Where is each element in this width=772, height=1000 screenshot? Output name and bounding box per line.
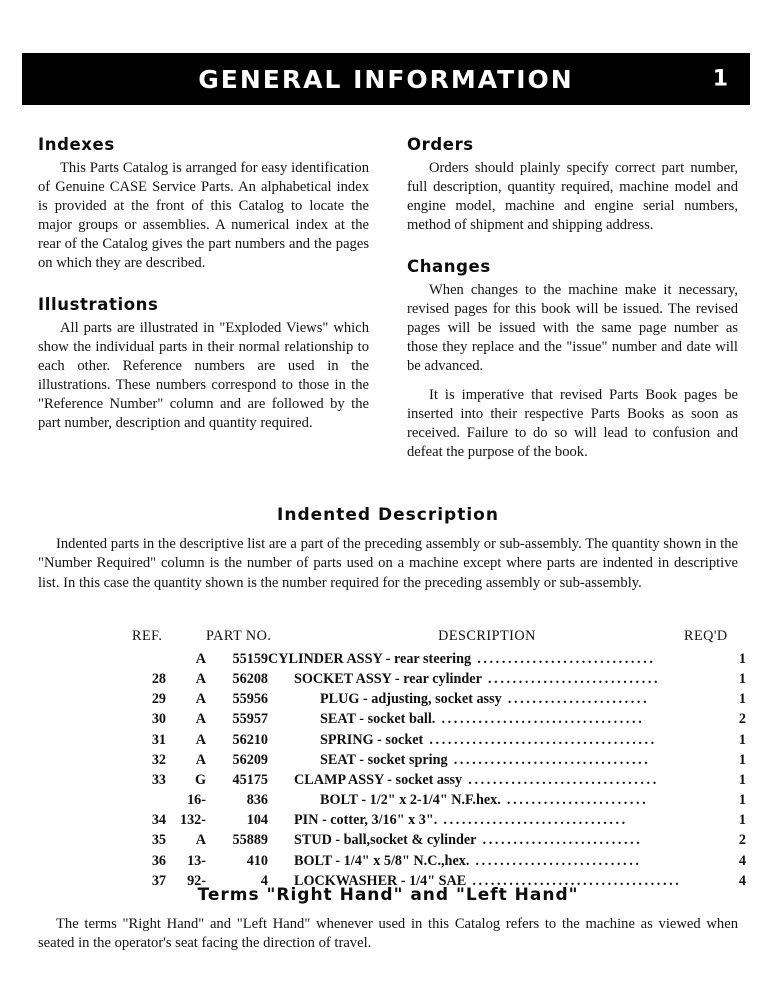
section-heading-terms: Terms "Right Hand" and "Left Hand" — [197, 885, 579, 905]
cell-qty-required: 1 — [738, 771, 746, 788]
cell-ref: 28 — [151, 671, 166, 688]
cell-part-no: 45175 — [232, 771, 268, 788]
description-text: SEAT - socket spring — [320, 751, 448, 768]
table-row — [132, 689, 746, 709]
cell-part-no: 55889 — [232, 832, 268, 849]
cell-description — [268, 790, 712, 810]
cell-part-prefix: A — [195, 711, 206, 728]
cell-part-no: 4 — [260, 872, 268, 889]
leader-dots: ............................ — [481, 671, 661, 688]
leader-dots: ............................. — [471, 651, 656, 667]
table-row — [132, 851, 746, 871]
table-row — [132, 770, 746, 790]
leader-dots: ............................... — [462, 771, 659, 788]
cell-part-no: 56209 — [232, 751, 268, 768]
parts-table-body — [132, 649, 746, 891]
section-heading-changes: Changes — [407, 256, 491, 276]
column-header-part-no: PART NO. — [206, 628, 272, 644]
cell-qty-required: 1 — [738, 651, 746, 667]
cell-part-no: 104 — [246, 812, 268, 829]
two-column-body — [38, 135, 738, 462]
cell-qty-required: 1 — [738, 691, 746, 708]
cell-ref: 30 — [151, 711, 166, 728]
cell-part-prefix: A — [195, 731, 206, 748]
section-heading-orders: Orders — [407, 135, 474, 154]
column-header-description: DESCRIPTION — [438, 628, 536, 644]
cell-part-prefix: 13- — [187, 852, 206, 869]
changes-paragraph-2: It is imperative that revised Parts Book pages be inserted into their respective Parts Books as soon as received. Failure to do so will lead to confusion and defeat the purpose of the book. — [407, 386, 738, 460]
cell-qty-required: 1 — [738, 731, 746, 748]
leader-dots: .............................. — [437, 812, 628, 829]
table-row — [132, 730, 746, 750]
table-row — [132, 810, 746, 830]
leader-dots: .................................. — [466, 872, 682, 889]
table-row — [132, 649, 746, 669]
cell-description — [268, 669, 712, 689]
left-column — [38, 135, 369, 462]
leader-dots: ....................... — [501, 691, 650, 708]
table-row — [132, 669, 746, 689]
cell-qty-required: 1 — [738, 671, 746, 688]
cell-part-prefix: G — [194, 771, 206, 788]
description-text: SOCKET ASSY - rear cylinder — [294, 671, 482, 688]
description-text: LOCKWASHER - 1/4" SAE — [294, 872, 467, 889]
cell-ref: 35 — [151, 832, 166, 849]
leader-dots: ..................................... — [423, 731, 657, 748]
table-row — [132, 709, 746, 729]
cell-part-prefix: A — [195, 671, 206, 688]
cell-description — [268, 830, 712, 850]
cell-ref: 32 — [151, 751, 166, 768]
cell-qty-required: 1 — [738, 792, 746, 809]
page-title: GENERAL INFORMATION — [198, 64, 574, 94]
cell-description — [268, 709, 712, 729]
cell-ref: 29 — [151, 691, 166, 708]
table-row — [132, 750, 746, 770]
cell-description — [268, 750, 712, 770]
description-text: BOLT - 1/2" x 2-1/4" N.F.hex. — [320, 792, 501, 809]
cell-description — [268, 810, 712, 830]
cell-ref: 37 — [151, 872, 166, 889]
page-number: 1 — [712, 66, 728, 92]
cell-qty-required: 1 — [738, 751, 746, 768]
section-heading-indexes: Indexes — [38, 135, 115, 154]
description-text: STUD - ball,socket & cylinder — [294, 832, 477, 849]
cell-qty-required: 4 — [738, 852, 746, 869]
cell-part-prefix: A — [195, 751, 206, 768]
column-header-ref: REF. — [132, 628, 163, 644]
description-text: SPRING - socket — [320, 731, 424, 748]
section-heading-illustrations: Illustrations — [38, 294, 159, 314]
cell-part-no: 56208 — [232, 671, 268, 688]
section-heading-indented-description: Indented Description — [277, 505, 499, 525]
cell-description — [268, 770, 712, 790]
cell-part-prefix: 92- — [187, 872, 206, 889]
cell-part-prefix: A — [195, 651, 206, 667]
cell-qty-required: 2 — [738, 711, 746, 728]
cell-description — [268, 689, 712, 709]
cell-qty-required: 4 — [738, 872, 746, 889]
terms-section — [38, 885, 738, 954]
cell-qty-required: 2 — [738, 832, 746, 849]
cell-part-no: 55957 — [232, 711, 268, 728]
description-text: BOLT - 1/4" x 5/8" N.C.,hex. — [294, 852, 470, 869]
cell-qty-required: 1 — [738, 812, 746, 829]
cell-part-no: 56210 — [232, 731, 268, 748]
page-header-bar — [22, 53, 750, 105]
cell-description — [268, 730, 712, 750]
leader-dots: ................................ — [447, 751, 651, 768]
cell-part-prefix: 16- — [187, 792, 206, 809]
indented-description-paragraph: Indented parts in the descriptive list are a part of the preceding assembly or sub-assembly. The quantity shown in the "Number Required" column is the number of parts used on a machine except where parts are indented in descriptive list. In this case the quantity shown is the number required for the preceding assembly or sub-assembly. — [38, 536, 738, 591]
column-header-reqd: REQ'D — [684, 628, 728, 644]
description-text: SEAT - socket ball. — [320, 711, 436, 728]
cell-part-prefix: 132- — [179, 812, 206, 829]
parts-table — [132, 628, 746, 891]
cell-ref: 36 — [151, 852, 166, 869]
description-text: CYLINDER ASSY - rear steering — [268, 651, 472, 667]
indexes-paragraph: This Parts Catalog is arranged for easy identification of Genuine CASE Service Parts. An alphabetical index is provided at the front of this Catalog to locate the major groups or assemblies. A numerical index at the rear of the Catalog gives the part numbers and the pages on which they are described. — [38, 160, 369, 271]
cell-part-no: 410 — [246, 852, 268, 869]
cell-ref: 33 — [151, 771, 166, 788]
parts-table-header-row — [132, 628, 746, 645]
cell-part-no: 55159 — [232, 651, 268, 667]
cell-description — [268, 649, 712, 669]
indented-description-section — [38, 505, 738, 593]
cell-part-no: 55956 — [232, 691, 268, 708]
description-text: PIN - cotter, 3/16" x 3". — [294, 812, 438, 829]
changes-paragraph-1: When changes to the machine make it necessary, revised pages for this book will be issued. The revised pages will be issued with the same page number as those they replace and the "issue" number and date will be advanced. — [407, 281, 738, 374]
description-text: CLAMP ASSY - socket assy — [294, 771, 463, 788]
cell-ref: 31 — [151, 731, 166, 748]
cell-description — [268, 851, 712, 871]
table-row — [132, 830, 746, 850]
leader-dots: ........................... — [469, 852, 642, 869]
leader-dots: .......................... — [476, 832, 643, 849]
leader-dots: ....................... — [500, 792, 649, 809]
right-column — [407, 135, 738, 462]
terms-paragraph: The terms "Right Hand" and "Left Hand" whenever used in this Catalog refers to the machine as viewed when seated in the operator's seat facing the direction of travel. — [38, 916, 738, 952]
leader-dots: ................................. — [435, 711, 645, 728]
illustrations-paragraph: All parts are illustrated in "Exploded Views" which show the individual parts in their normal relationship to each other. Reference numbers are used in the illustrations. These numbers correspond to those in the "Reference Number" column and are followed by the part number, description and quantity required. — [38, 319, 369, 431]
description-text: PLUG - adjusting, socket assy — [320, 691, 502, 708]
orders-paragraph: Orders should plainly specify correct part number, full description, quantity required, machine model and engine model, machine and engine serial numbers, method of shipment and shipping address. — [407, 160, 738, 233]
cell-ref: 34 — [151, 812, 166, 829]
cell-part-prefix: A — [195, 691, 206, 708]
cell-part-prefix: A — [195, 832, 206, 849]
table-row — [132, 790, 746, 810]
cell-part-no: 836 — [246, 792, 268, 809]
